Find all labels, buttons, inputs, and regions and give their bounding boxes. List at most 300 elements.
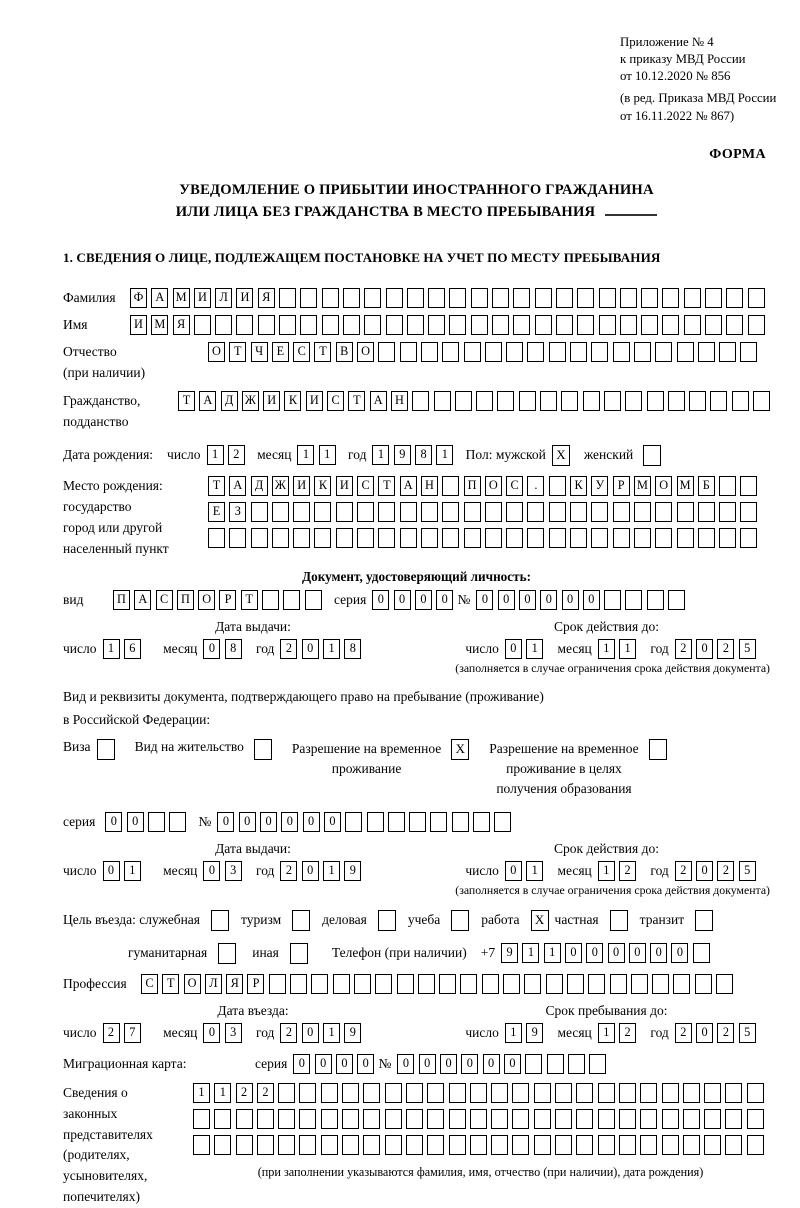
char-cell[interactable] (485, 528, 502, 548)
char-cell[interactable] (668, 590, 685, 610)
char-cell[interactable]: 0 (397, 1054, 414, 1074)
char-cell[interactable]: К (570, 476, 587, 496)
char-cell[interactable]: С (357, 476, 374, 496)
char-cell[interactable] (576, 1083, 593, 1103)
purpose-transit-checkbox[interactable] (695, 910, 713, 931)
char-cell[interactable] (449, 1083, 466, 1103)
char-cell[interactable]: 2 (103, 1023, 120, 1043)
char-cell[interactable] (634, 342, 651, 362)
char-cell[interactable]: 9 (344, 1023, 361, 1043)
char-cell[interactable]: П (177, 590, 194, 610)
char-cell[interactable] (613, 502, 630, 522)
char-cell[interactable]: 7 (124, 1023, 141, 1043)
char-cell[interactable]: 0 (336, 1054, 353, 1074)
char-cell[interactable]: 2 (619, 861, 636, 881)
char-cell[interactable] (208, 528, 225, 548)
char-cell[interactable] (343, 288, 360, 308)
char-cell[interactable] (378, 342, 395, 362)
char-cell[interactable]: 0 (519, 590, 536, 610)
char-cell[interactable] (364, 288, 381, 308)
char-cell[interactable] (439, 974, 456, 994)
char-cell[interactable] (527, 528, 544, 548)
birth-place-input-line2[interactable] (208, 502, 762, 522)
char-cell[interactable]: 0 (629, 943, 646, 963)
char-cell[interactable] (293, 502, 310, 522)
residence-expiry-day[interactable] (505, 861, 548, 881)
char-cell[interactable] (434, 391, 451, 411)
char-cell[interactable] (449, 315, 466, 335)
char-cell[interactable]: 2 (236, 1083, 253, 1103)
visa-checkbox[interactable] (97, 739, 115, 760)
char-cell[interactable]: Р (219, 590, 236, 610)
char-cell[interactable]: 9 (501, 943, 518, 963)
char-cell[interactable] (385, 1109, 402, 1129)
char-cell[interactable] (591, 502, 608, 522)
char-cell[interactable]: 0 (671, 943, 688, 963)
char-cell[interactable] (698, 342, 715, 362)
char-cell[interactable] (555, 1083, 572, 1103)
char-cell[interactable] (506, 502, 523, 522)
stay-year[interactable] (675, 1023, 760, 1043)
char-cell[interactable]: П (113, 590, 130, 610)
char-cell[interactable]: 0 (436, 590, 453, 610)
char-cell[interactable] (378, 502, 395, 522)
char-cell[interactable] (704, 1135, 721, 1155)
char-cell[interactable] (375, 974, 392, 994)
char-cell[interactable] (214, 1109, 231, 1129)
char-cell[interactable] (482, 974, 499, 994)
char-cell[interactable] (620, 288, 637, 308)
char-cell[interactable] (549, 342, 566, 362)
char-cell[interactable]: Ч (251, 342, 268, 362)
char-cell[interactable] (570, 502, 587, 522)
char-cell[interactable] (747, 1135, 764, 1155)
char-cell[interactable]: 0 (461, 1054, 478, 1074)
char-cell[interactable]: К (284, 391, 301, 411)
char-cell[interactable] (640, 1135, 657, 1155)
char-cell[interactable]: 0 (562, 590, 579, 610)
char-cell[interactable] (705, 288, 722, 308)
char-cell[interactable]: М (677, 476, 694, 496)
char-cell[interactable]: К (314, 476, 331, 496)
char-cell[interactable] (725, 1083, 742, 1103)
char-cell[interactable] (668, 391, 685, 411)
char-cell[interactable]: 1 (124, 861, 141, 881)
char-cell[interactable]: 2 (675, 861, 692, 881)
char-cell[interactable]: Т (178, 391, 195, 411)
char-cell[interactable] (588, 974, 605, 994)
char-cell[interactable]: С (327, 391, 344, 411)
char-cell[interactable] (705, 315, 722, 335)
char-cell[interactable]: 0 (476, 590, 493, 610)
char-cell[interactable] (693, 943, 710, 963)
char-cell[interactable]: 6 (124, 639, 141, 659)
representatives-input-line1[interactable] (193, 1083, 768, 1103)
char-cell[interactable] (272, 502, 289, 522)
char-cell[interactable]: 1 (598, 1023, 615, 1043)
char-cell[interactable]: Р (247, 974, 264, 994)
char-cell[interactable] (555, 1109, 572, 1129)
char-cell[interactable]: Я (226, 974, 243, 994)
birth-day-input[interactable] (207, 445, 250, 465)
male-checkbox[interactable]: X (552, 445, 570, 466)
char-cell[interactable]: С (156, 590, 173, 610)
char-cell[interactable] (427, 1083, 444, 1103)
char-cell[interactable]: Т (241, 590, 258, 610)
char-cell[interactable] (535, 315, 552, 335)
char-cell[interactable]: 3 (225, 861, 242, 881)
patronymic-input[interactable] (208, 342, 762, 362)
purpose-work-checkbox[interactable]: X (531, 910, 549, 931)
char-cell[interactable] (336, 502, 353, 522)
char-cell[interactable] (364, 315, 381, 335)
char-cell[interactable] (640, 1083, 657, 1103)
char-cell[interactable] (293, 528, 310, 548)
char-cell[interactable] (406, 1135, 423, 1155)
char-cell[interactable] (640, 1109, 657, 1129)
char-cell[interactable] (527, 502, 544, 522)
identity-expiry-year[interactable] (675, 639, 760, 659)
char-cell[interactable]: 2 (717, 639, 734, 659)
char-cell[interactable] (428, 315, 445, 335)
char-cell[interactable]: 1 (372, 445, 389, 465)
char-cell[interactable] (748, 315, 765, 335)
char-cell[interactable]: 0 (440, 1054, 457, 1074)
char-cell[interactable] (698, 502, 715, 522)
char-cell[interactable] (421, 502, 438, 522)
purpose-tourism-checkbox[interactable] (292, 910, 310, 931)
char-cell[interactable]: Н (391, 391, 408, 411)
char-cell[interactable] (357, 502, 374, 522)
char-cell[interactable] (704, 1083, 721, 1103)
char-cell[interactable]: 2 (619, 1023, 636, 1043)
char-cell[interactable] (577, 315, 594, 335)
char-cell[interactable] (491, 1135, 508, 1155)
char-cell[interactable] (726, 315, 743, 335)
char-cell[interactable] (547, 1054, 564, 1074)
char-cell[interactable] (169, 812, 186, 832)
char-cell[interactable]: О (357, 342, 374, 362)
char-cell[interactable] (257, 1109, 274, 1129)
char-cell[interactable] (363, 1109, 380, 1129)
char-cell[interactable]: И (130, 315, 147, 335)
char-cell[interactable]: Т (378, 476, 395, 496)
char-cell[interactable] (695, 974, 712, 994)
char-cell[interactable] (272, 528, 289, 548)
birth-month-input[interactable] (297, 445, 340, 465)
char-cell[interactable]: М (634, 476, 651, 496)
char-cell[interactable] (619, 1109, 636, 1129)
char-cell[interactable] (634, 502, 651, 522)
char-cell[interactable] (677, 342, 694, 362)
char-cell[interactable] (442, 502, 459, 522)
char-cell[interactable] (251, 528, 268, 548)
char-cell[interactable]: 1 (207, 445, 224, 465)
char-cell[interactable]: О (184, 974, 201, 994)
char-cell[interactable] (299, 1135, 316, 1155)
purpose-other-checkbox[interactable] (290, 943, 308, 964)
char-cell[interactable] (704, 1109, 721, 1129)
char-cell[interactable] (290, 974, 307, 994)
char-cell[interactable]: 1 (297, 445, 314, 465)
char-cell[interactable] (570, 342, 587, 362)
residence-number-input[interactable] (217, 812, 515, 832)
char-cell[interactable]: 0 (505, 639, 522, 659)
char-cell[interactable]: Т (162, 974, 179, 994)
char-cell[interactable] (583, 391, 600, 411)
char-cell[interactable] (283, 590, 300, 610)
char-cell[interactable] (386, 315, 403, 335)
char-cell[interactable] (257, 1135, 274, 1155)
char-cell[interactable]: 1 (193, 1083, 210, 1103)
char-cell[interactable]: И (194, 288, 211, 308)
char-cell[interactable] (631, 974, 648, 994)
char-cell[interactable] (321, 1135, 338, 1155)
birth-year-input[interactable] (372, 445, 457, 465)
char-cell[interactable]: 1 (505, 1023, 522, 1043)
char-cell[interactable] (343, 315, 360, 335)
char-cell[interactable] (299, 1109, 316, 1129)
char-cell[interactable] (555, 1135, 572, 1155)
char-cell[interactable]: 2 (280, 639, 297, 659)
char-cell[interactable] (311, 974, 328, 994)
char-cell[interactable]: 0 (105, 812, 122, 832)
char-cell[interactable] (655, 342, 672, 362)
char-cell[interactable]: Б (698, 476, 715, 496)
char-cell[interactable] (485, 342, 502, 362)
char-cell[interactable]: Т (314, 342, 331, 362)
entry-year[interactable] (280, 1023, 365, 1043)
char-cell[interactable] (613, 528, 630, 548)
char-cell[interactable] (345, 812, 362, 832)
char-cell[interactable]: 2 (675, 639, 692, 659)
char-cell[interactable]: 1 (436, 445, 453, 465)
char-cell[interactable] (598, 1083, 615, 1103)
char-cell[interactable] (427, 1109, 444, 1129)
char-cell[interactable] (525, 1054, 542, 1074)
char-cell[interactable] (719, 502, 736, 522)
char-cell[interactable] (719, 342, 736, 362)
char-cell[interactable] (148, 812, 165, 832)
entry-month[interactable] (203, 1023, 246, 1043)
char-cell[interactable]: 0 (203, 861, 220, 881)
char-cell[interactable] (591, 528, 608, 548)
char-cell[interactable]: 2 (280, 861, 297, 881)
char-cell[interactable]: М (173, 288, 190, 308)
char-cell[interactable]: А (400, 476, 417, 496)
char-cell[interactable] (561, 391, 578, 411)
char-cell[interactable] (610, 974, 627, 994)
char-cell[interactable] (363, 1135, 380, 1155)
char-cell[interactable] (589, 1054, 606, 1074)
char-cell[interactable]: 1 (323, 639, 340, 659)
char-cell[interactable]: 0 (583, 590, 600, 610)
char-cell[interactable]: Д (251, 476, 268, 496)
identity-series-input[interactable] (372, 590, 457, 610)
char-cell[interactable] (363, 1083, 380, 1103)
char-cell[interactable]: 0 (504, 1054, 521, 1074)
char-cell[interactable] (214, 1135, 231, 1155)
char-cell[interactable] (719, 476, 736, 496)
char-cell[interactable]: Т (229, 342, 246, 362)
birth-place-input-line3[interactable] (208, 528, 762, 548)
char-cell[interactable] (540, 391, 557, 411)
female-checkbox[interactable] (643, 445, 661, 466)
char-cell[interactable]: 2 (717, 1023, 734, 1043)
char-cell[interactable] (619, 1083, 636, 1103)
char-cell[interactable] (634, 528, 651, 548)
char-cell[interactable] (513, 315, 530, 335)
char-cell[interactable]: Ф (130, 288, 147, 308)
char-cell[interactable]: Н (421, 476, 438, 496)
char-cell[interactable] (655, 502, 672, 522)
char-cell[interactable] (747, 1109, 764, 1129)
char-cell[interactable] (740, 528, 757, 548)
residence-issue-year[interactable] (280, 861, 365, 881)
char-cell[interactable] (305, 590, 322, 610)
residence-issue-day[interactable] (103, 861, 146, 881)
surname-input[interactable] (130, 288, 769, 308)
char-cell[interactable]: З (229, 502, 246, 522)
char-cell[interactable] (740, 342, 757, 362)
char-cell[interactable]: 9 (526, 1023, 543, 1043)
char-cell[interactable] (412, 391, 429, 411)
char-cell[interactable]: А (199, 391, 216, 411)
char-cell[interactable] (662, 1135, 679, 1155)
char-cell[interactable]: 0 (239, 812, 256, 832)
purpose-business-checkbox[interactable] (211, 910, 229, 931)
char-cell[interactable]: 0 (260, 812, 277, 832)
char-cell[interactable] (662, 1083, 679, 1103)
identity-number-input[interactable] (476, 590, 689, 610)
migration-series-input[interactable] (293, 1054, 378, 1074)
char-cell[interactable]: 8 (415, 445, 432, 465)
char-cell[interactable] (689, 391, 706, 411)
char-cell[interactable] (556, 315, 573, 335)
char-cell[interactable] (299, 1083, 316, 1103)
identity-issue-year[interactable] (280, 639, 365, 659)
char-cell[interactable] (513, 288, 530, 308)
char-cell[interactable]: 1 (526, 639, 543, 659)
char-cell[interactable] (442, 476, 459, 496)
char-cell[interactable] (470, 1135, 487, 1155)
char-cell[interactable] (428, 288, 445, 308)
char-cell[interactable] (570, 528, 587, 548)
residence-issue-month[interactable] (203, 861, 246, 881)
char-cell[interactable] (236, 1109, 253, 1129)
char-cell[interactable] (726, 288, 743, 308)
char-cell[interactable]: 0 (608, 943, 625, 963)
identity-issue-day[interactable] (103, 639, 146, 659)
char-cell[interactable]: 1 (619, 639, 636, 659)
char-cell[interactable] (442, 342, 459, 362)
char-cell[interactable] (549, 502, 566, 522)
char-cell[interactable] (512, 1083, 529, 1103)
char-cell[interactable]: Я (258, 288, 275, 308)
char-cell[interactable] (407, 315, 424, 335)
char-cell[interactable]: 1 (598, 861, 615, 881)
char-cell[interactable]: А (370, 391, 387, 411)
char-cell[interactable] (567, 974, 584, 994)
representatives-input-line3[interactable] (193, 1135, 768, 1155)
phone-input[interactable] (501, 943, 714, 963)
char-cell[interactable] (388, 812, 405, 832)
char-cell[interactable]: 0 (505, 861, 522, 881)
char-cell[interactable]: Р (613, 476, 630, 496)
identity-doc-type-input[interactable] (113, 590, 326, 610)
char-cell[interactable] (662, 1109, 679, 1129)
char-cell[interactable] (599, 315, 616, 335)
char-cell[interactable] (577, 288, 594, 308)
char-cell[interactable] (336, 528, 353, 548)
char-cell[interactable] (512, 1109, 529, 1129)
char-cell[interactable] (673, 974, 690, 994)
char-cell[interactable]: 0 (281, 812, 298, 832)
char-cell[interactable]: 1 (522, 943, 539, 963)
char-cell[interactable] (464, 342, 481, 362)
char-cell[interactable]: 0 (127, 812, 144, 832)
purpose-study-checkbox[interactable] (451, 910, 469, 931)
char-cell[interactable] (698, 528, 715, 548)
char-cell[interactable]: 0 (357, 1054, 374, 1074)
char-cell[interactable]: 9 (344, 861, 361, 881)
char-cell[interactable] (314, 528, 331, 548)
char-cell[interactable] (427, 1135, 444, 1155)
char-cell[interactable]: А (134, 590, 151, 610)
char-cell[interactable] (677, 528, 694, 548)
char-cell[interactable] (279, 288, 296, 308)
stay-month[interactable] (598, 1023, 641, 1043)
char-cell[interactable] (492, 288, 509, 308)
char-cell[interactable] (747, 1083, 764, 1103)
profession-input[interactable] (141, 974, 737, 994)
char-cell[interactable] (279, 315, 296, 335)
char-cell[interactable] (269, 974, 286, 994)
char-cell[interactable] (397, 974, 414, 994)
char-cell[interactable] (524, 974, 541, 994)
char-cell[interactable]: 0 (302, 1023, 319, 1043)
char-cell[interactable] (576, 1135, 593, 1155)
char-cell[interactable] (683, 1083, 700, 1103)
char-cell[interactable]: 0 (540, 590, 557, 610)
char-cell[interactable] (333, 974, 350, 994)
char-cell[interactable]: 2 (717, 861, 734, 881)
char-cell[interactable] (400, 502, 417, 522)
char-cell[interactable]: Л (205, 974, 222, 994)
char-cell[interactable] (278, 1083, 295, 1103)
char-cell[interactable] (732, 391, 749, 411)
char-cell[interactable]: О (655, 476, 672, 496)
char-cell[interactable] (193, 1109, 210, 1129)
char-cell[interactable] (229, 528, 246, 548)
char-cell[interactable] (534, 1135, 551, 1155)
char-cell[interactable]: А (229, 476, 246, 496)
char-cell[interactable] (662, 288, 679, 308)
char-cell[interactable] (386, 288, 403, 308)
char-cell[interactable] (497, 391, 514, 411)
char-cell[interactable] (503, 974, 520, 994)
char-cell[interactable]: 1 (544, 943, 561, 963)
char-cell[interactable]: 0 (419, 1054, 436, 1074)
char-cell[interactable]: И (263, 391, 280, 411)
char-cell[interactable] (278, 1135, 295, 1155)
char-cell[interactable]: И (306, 391, 323, 411)
char-cell[interactable] (652, 974, 669, 994)
char-cell[interactable]: Т (208, 476, 225, 496)
char-cell[interactable]: И (336, 476, 353, 496)
char-cell[interactable] (753, 391, 770, 411)
char-cell[interactable] (598, 1109, 615, 1129)
